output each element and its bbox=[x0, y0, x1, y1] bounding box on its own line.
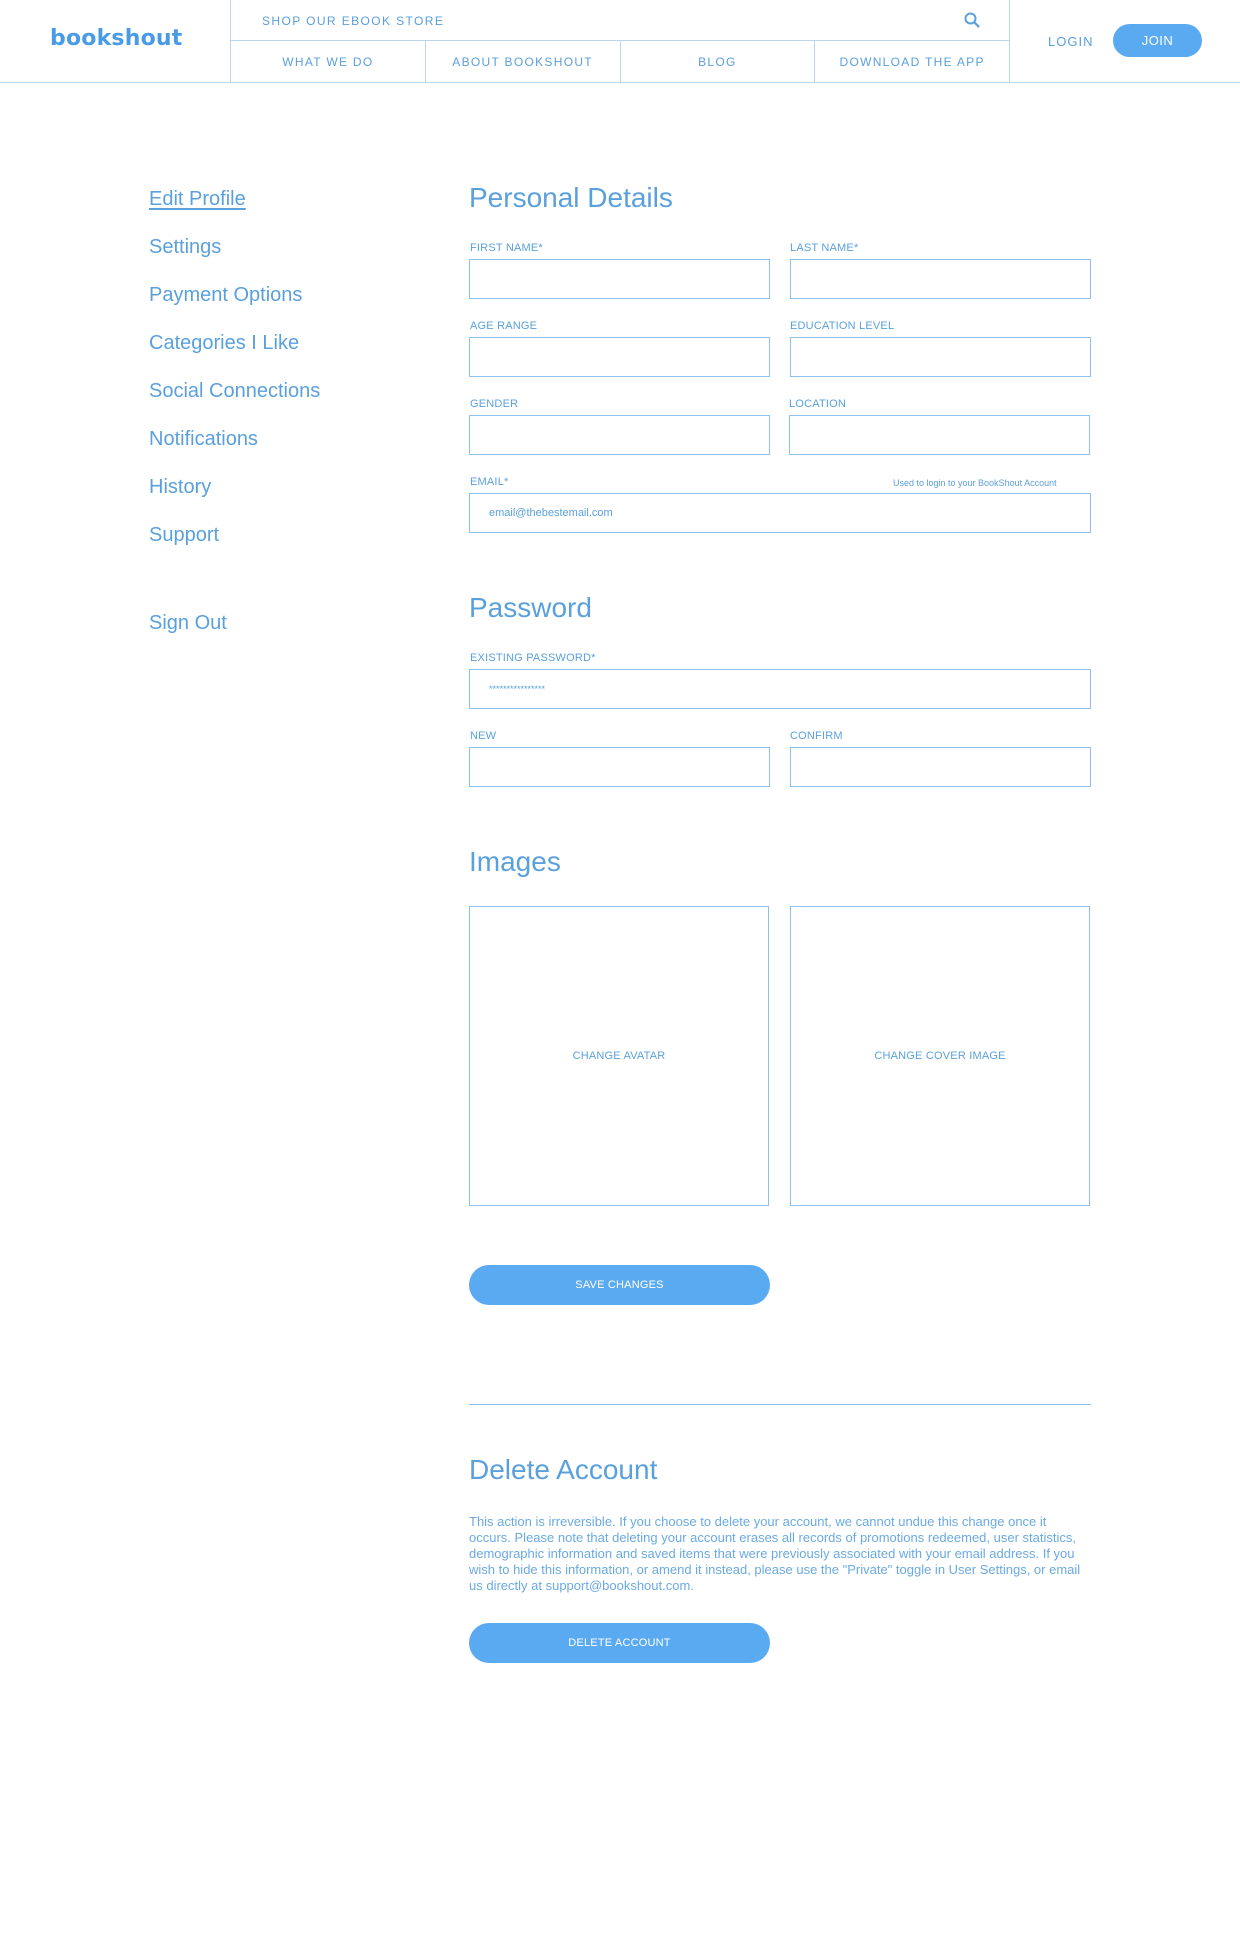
change-avatar-label: CHANGE AVATAR bbox=[572, 1050, 666, 1062]
age-range-input[interactable] bbox=[469, 337, 770, 377]
confirm-password-label: CONFIRM bbox=[790, 730, 843, 742]
nav-what-we-do[interactable]: WHAT WE DO bbox=[231, 41, 426, 82]
nav-about-bookshout[interactable]: ABOUT BOOKSHOUT bbox=[426, 41, 621, 82]
existing-password-label: EXISTING PASSWORD* bbox=[470, 652, 596, 664]
sidebar-item-social-connections[interactable]: Social Connections bbox=[149, 380, 321, 402]
password-heading: Password bbox=[469, 592, 592, 623]
nav-download-app[interactable]: DOWNLOAD THE APP bbox=[839, 54, 985, 69]
change-cover-image-box[interactable] bbox=[790, 906, 1090, 1206]
location-label: LOCATION bbox=[789, 398, 847, 410]
gender-label: GENDER bbox=[470, 398, 519, 410]
email-input[interactable] bbox=[469, 493, 1091, 533]
change-cover-image-label: CHANGE COVER IMAGE bbox=[874, 1050, 1006, 1062]
nav-blog[interactable]: BLOG bbox=[621, 41, 816, 82]
existing-password-input[interactable] bbox=[469, 669, 1091, 709]
new-password-input[interactable] bbox=[469, 747, 770, 787]
email-hint: Used to login to your BookShout Account bbox=[893, 478, 1057, 488]
sidebar-item-edit-profile[interactable]: Edit Profile bbox=[149, 188, 246, 210]
nav-row bbox=[231, 41, 1009, 82]
location-input[interactable] bbox=[789, 415, 1090, 455]
delete-account-heading: Delete Account bbox=[469, 1454, 658, 1485]
first-name-label: FIRST NAME* bbox=[470, 242, 543, 254]
confirm-password-input[interactable] bbox=[790, 747, 1091, 787]
first-name-input[interactable] bbox=[469, 259, 770, 299]
education-level-input[interactable] bbox=[790, 337, 1091, 377]
age-range-label: AGE RANGE bbox=[470, 320, 538, 332]
change-avatar-box[interactable] bbox=[469, 906, 769, 1206]
sidebar-item-support[interactable]: Support bbox=[149, 524, 220, 546]
ebook-store-link[interactable]: SHOP OUR EBOOK STORE bbox=[262, 14, 445, 28]
delete-account-button[interactable]: DELETE ACCOUNT bbox=[469, 1623, 770, 1663]
join-button[interactable]: JOIN bbox=[1113, 24, 1202, 57]
bookshout-logo[interactable]: bookshout bbox=[50, 26, 183, 51]
section-divider bbox=[469, 1404, 1091, 1405]
sidebar-item-categories[interactable]: Categories I Like bbox=[149, 332, 300, 354]
main-nav bbox=[230, 0, 1010, 83]
education-level-label: EDUCATION LEVEL bbox=[790, 320, 895, 332]
sidebar-item-history[interactable]: History bbox=[149, 476, 212, 498]
email-label: EMAIL* bbox=[470, 476, 509, 488]
gender-input[interactable] bbox=[469, 415, 770, 455]
email-value: email@thebestemail.com bbox=[489, 507, 613, 519]
last-name-input[interactable] bbox=[790, 259, 1091, 299]
last-name-label: LAST NAME* bbox=[790, 242, 859, 254]
delete-account-description: This action is irreversible. If you choose to delete your account, we cannot undue this change once it occurs. Please note that deleting your account erases all records of promotions redeemed, user statistics, demographic information and saved items that were previously associated with your email address. If you wish to hide this information, or amend it instead, please use the "Private" toggle in User Settings, or email us directly at support@bookshout.com. bbox=[469, 1514, 1081, 1593]
sidebar-item-payment-options[interactable]: Payment Options bbox=[149, 284, 303, 306]
new-password-label: NEW bbox=[470, 730, 497, 742]
personal-details-heading: Personal Details bbox=[469, 182, 673, 213]
sign-out-link[interactable]: Sign Out bbox=[149, 612, 227, 634]
save-changes-button[interactable]: SAVE CHANGES bbox=[469, 1265, 770, 1305]
images-heading: Images bbox=[469, 846, 561, 877]
existing-password-value: **************** bbox=[489, 684, 546, 694]
site-header bbox=[0, 0, 1240, 83]
search-icon[interactable] bbox=[963, 11, 981, 29]
sidebar-item-settings[interactable]: Settings bbox=[149, 236, 222, 258]
store-row bbox=[231, 0, 1009, 41]
sidebar-item-notifications[interactable]: Notifications bbox=[149, 428, 258, 450]
login-link[interactable]: LOGIN bbox=[1048, 34, 1094, 49]
